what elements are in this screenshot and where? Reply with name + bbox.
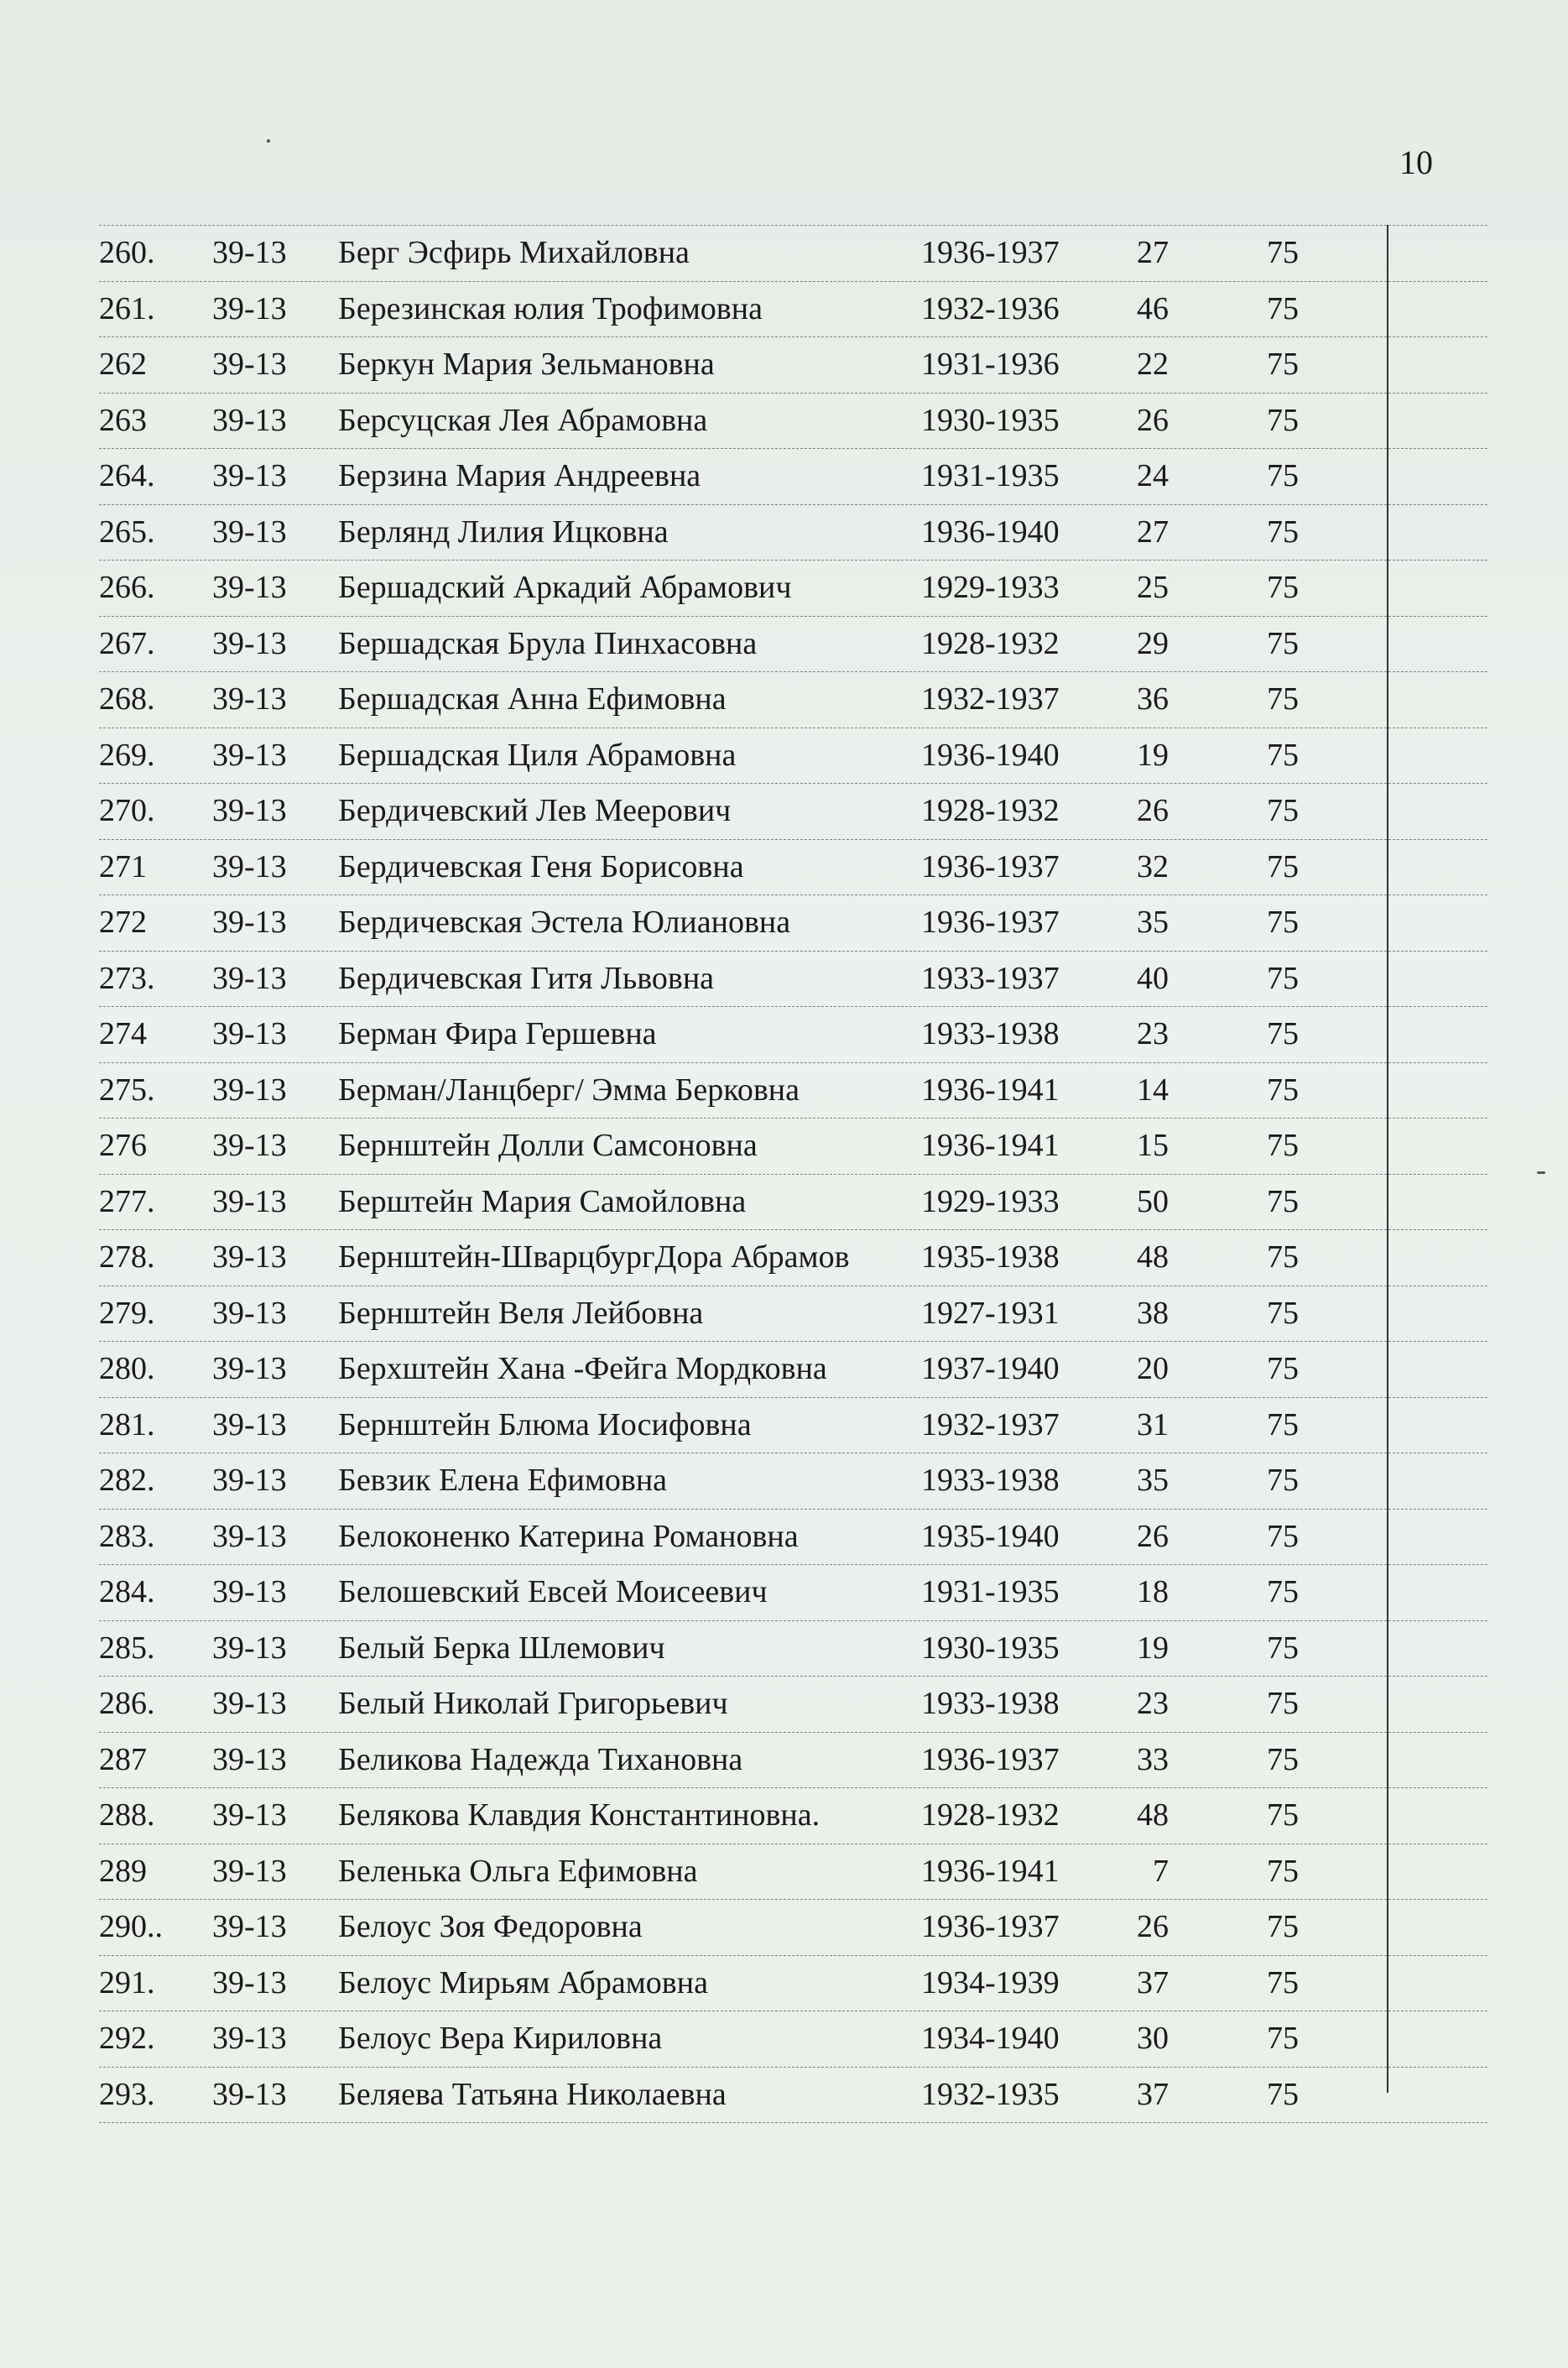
fund-code: 39-13 <box>212 514 287 550</box>
percent-value: 75 <box>1267 960 1299 996</box>
table-row <box>99 895 1487 952</box>
fund-code: 39-13 <box>212 1853 287 1889</box>
study-years: 1937-1940 <box>921 1351 1060 1386</box>
fund-code: 39-13 <box>212 1463 287 1498</box>
percent-value: 75 <box>1267 1128 1299 1163</box>
record-count: 26 <box>1137 1518 1169 1554</box>
person-name: Беркун Мария Зельмановна <box>338 347 715 382</box>
record-count: 19 <box>1137 737 1169 773</box>
row-number: 290.. <box>99 1909 163 1944</box>
row-number: 274 <box>99 1016 147 1051</box>
row-number: 264. <box>99 458 155 493</box>
record-count: 27 <box>1137 235 1169 270</box>
fund-code: 39-13 <box>212 458 287 493</box>
study-years: 1934-1940 <box>921 2021 1060 2056</box>
fund-code: 39-13 <box>212 1518 287 1554</box>
row-number: 261. <box>99 290 155 326</box>
record-count: 27 <box>1137 514 1169 550</box>
person-name: Бершадская Циля Абрамовна <box>338 737 737 773</box>
percent-value: 75 <box>1267 1630 1299 1666</box>
person-name: Берлянд Лилия Ицковна <box>338 514 669 550</box>
person-name: Бернштейн Долли Самсоновна <box>338 1128 758 1163</box>
fund-code: 39-13 <box>212 1239 287 1275</box>
study-years: 1931-1935 <box>921 458 1060 493</box>
record-count: 33 <box>1137 1741 1169 1777</box>
percent-value: 75 <box>1267 235 1299 270</box>
person-name: Беленька Ольга Ефимовна <box>338 1853 698 1889</box>
fund-code: 39-13 <box>212 347 287 382</box>
table-row <box>99 1119 1487 1175</box>
fund-code: 39-13 <box>212 1574 287 1609</box>
study-years: 1929-1933 <box>921 570 1060 605</box>
table-row <box>99 1286 1487 1343</box>
table-row <box>99 1063 1487 1119</box>
person-name: Бердичевский Лев Меерович <box>338 793 732 828</box>
person-name: Белякова Клавдия Константиновна. <box>338 1797 820 1833</box>
study-years: 1932-1937 <box>921 1406 1060 1442</box>
study-years: 1936-1941 <box>921 1853 1060 1889</box>
percent-value: 75 <box>1267 290 1299 326</box>
record-count: 14 <box>1137 1072 1169 1108</box>
percent-value: 75 <box>1267 514 1299 550</box>
study-years: 1936-1937 <box>921 905 1060 940</box>
percent-value: 75 <box>1267 681 1299 717</box>
table-row <box>99 2011 1487 2068</box>
person-name: Берсуцская Лея Абрамовна <box>338 402 708 438</box>
fund-code: 39-13 <box>212 681 287 717</box>
table-row <box>99 1677 1487 1733</box>
percent-value: 75 <box>1267 1239 1299 1275</box>
fund-code: 39-13 <box>212 1183 287 1219</box>
study-years: 1936-1941 <box>921 1072 1060 1108</box>
person-name: Беляева Татьяна Николаевна <box>338 2076 727 2112</box>
table-row <box>99 1621 1487 1677</box>
percent-value: 75 <box>1267 905 1299 940</box>
row-number: 284. <box>99 1574 155 1609</box>
record-count: 36 <box>1137 681 1169 717</box>
percent-value: 75 <box>1267 1741 1299 1777</box>
record-count: 37 <box>1137 1964 1169 2000</box>
table-row <box>99 1733 1487 1789</box>
record-count: 19 <box>1137 1630 1169 1666</box>
table-row <box>99 1230 1487 1286</box>
row-number: 262 <box>99 347 147 382</box>
record-count: 7 <box>1153 1853 1169 1889</box>
row-number: 273. <box>99 960 155 996</box>
fund-code: 39-13 <box>212 1797 287 1833</box>
study-years: 1933-1938 <box>921 1016 1060 1051</box>
percent-value: 75 <box>1267 737 1299 773</box>
person-name: Беликова Надежда Тихановна <box>338 1741 743 1777</box>
percent-value: 75 <box>1267 570 1299 605</box>
percent-value: 75 <box>1267 1518 1299 1554</box>
table-row <box>99 1342 1487 1398</box>
row-number: 280. <box>99 1351 155 1386</box>
record-count: 35 <box>1137 1463 1169 1498</box>
percent-value: 75 <box>1267 1964 1299 2000</box>
study-years: 1936-1937 <box>921 1909 1060 1944</box>
study-years: 1932-1935 <box>921 2076 1060 2112</box>
study-years: 1931-1936 <box>921 347 1060 382</box>
row-number: 291. <box>99 1964 155 2000</box>
row-number: 266. <box>99 570 155 605</box>
table-row <box>99 505 1487 561</box>
table-row <box>99 1510 1487 1566</box>
percent-value: 75 <box>1267 1072 1299 1108</box>
study-years: 1936-1941 <box>921 1128 1060 1163</box>
row-number: 283. <box>99 1518 155 1554</box>
person-name: Бердичевская Гитя Львовна <box>338 960 715 996</box>
person-name: Берзина Мария Андреевна <box>338 458 701 493</box>
record-count: 46 <box>1137 290 1169 326</box>
row-number: 275. <box>99 1072 155 1108</box>
table-row <box>99 1900 1487 1956</box>
record-count: 50 <box>1137 1183 1169 1219</box>
study-years: 1936-1937 <box>921 1741 1060 1777</box>
row-number: 278. <box>99 1239 155 1275</box>
table-row <box>99 561 1487 617</box>
percent-value: 75 <box>1267 793 1299 828</box>
percent-value: 75 <box>1267 1797 1299 1833</box>
record-count: 40 <box>1137 960 1169 996</box>
percent-value: 75 <box>1267 625 1299 661</box>
table-row <box>99 1007 1487 1063</box>
percent-value: 75 <box>1267 347 1299 382</box>
table-row <box>99 1844 1487 1901</box>
person-name: Бернштейн Блюма Иосифовна <box>338 1406 752 1442</box>
percent-value: 75 <box>1267 1909 1299 1944</box>
study-years: 1932-1937 <box>921 681 1060 717</box>
record-count: 32 <box>1137 848 1169 884</box>
record-count: 23 <box>1137 1686 1169 1721</box>
study-years: 1932-1936 <box>921 290 1060 326</box>
study-years: 1936-1940 <box>921 737 1060 773</box>
stray-dash-mark <box>1537 1171 1545 1174</box>
percent-value: 75 <box>1267 2076 1299 2112</box>
fund-code: 39-13 <box>212 1630 287 1666</box>
row-number: 267. <box>99 625 155 661</box>
record-count: 18 <box>1137 1574 1169 1609</box>
fund-code: 39-13 <box>212 1909 287 1944</box>
record-count: 35 <box>1137 905 1169 940</box>
fund-code: 39-13 <box>212 1351 287 1386</box>
table-row <box>99 952 1487 1008</box>
table-row <box>99 1398 1487 1454</box>
study-years: 1931-1935 <box>921 1574 1060 1609</box>
row-number: 293. <box>99 2076 155 2112</box>
person-name: Белоус Мирьям Абрамовна <box>338 1964 708 2000</box>
study-years: 1927-1931 <box>921 1295 1060 1331</box>
record-count: 22 <box>1137 347 1169 382</box>
fund-code: 39-13 <box>212 2076 287 2112</box>
record-count: 48 <box>1137 1239 1169 1275</box>
fund-code: 39-13 <box>212 960 287 996</box>
percent-value: 75 <box>1267 402 1299 438</box>
percent-value: 75 <box>1267 1463 1299 1498</box>
row-number: 270. <box>99 793 155 828</box>
percent-value: 75 <box>1267 1574 1299 1609</box>
fund-code: 39-13 <box>212 1964 287 2000</box>
record-count: 38 <box>1137 1295 1169 1331</box>
row-number: 287 <box>99 1741 147 1777</box>
person-name: Бершадская Анна Ефимовна <box>338 681 727 717</box>
row-number: 279. <box>99 1295 155 1331</box>
fund-code: 39-13 <box>212 625 287 661</box>
study-years: 1936-1937 <box>921 848 1060 884</box>
study-years: 1928-1932 <box>921 625 1060 661</box>
person-name: Белый Берка Шлемович <box>338 1630 665 1666</box>
person-name: Берштейн Мария Самойловна <box>338 1183 747 1219</box>
record-count: 29 <box>1137 625 1169 661</box>
record-count: 37 <box>1137 2076 1169 2112</box>
table-row <box>99 617 1487 673</box>
record-count: 30 <box>1137 2021 1169 2056</box>
table-row <box>99 225 1487 282</box>
fund-code: 39-13 <box>212 2021 287 2056</box>
person-name: Бердичевская Геня Борисовна <box>338 848 744 884</box>
fund-code: 39-13 <box>212 570 287 605</box>
row-number: 292. <box>99 2021 155 2056</box>
record-count: 25 <box>1137 570 1169 605</box>
row-number: 272 <box>99 905 147 940</box>
percent-value: 75 <box>1267 1183 1299 1219</box>
study-years: 1928-1932 <box>921 793 1060 828</box>
fund-code: 39-13 <box>212 402 287 438</box>
fund-code: 39-13 <box>212 1128 287 1163</box>
register-table <box>99 225 1487 2123</box>
percent-value: 75 <box>1267 1406 1299 1442</box>
percent-value: 75 <box>1267 1853 1299 1889</box>
table-row <box>99 1453 1487 1510</box>
percent-value: 75 <box>1267 848 1299 884</box>
person-name: Белоус Вера Кириловна <box>338 2021 663 2056</box>
person-name: Берг Эсфирь Михайловна <box>338 235 690 270</box>
study-years: 1936-1940 <box>921 514 1060 550</box>
percent-value: 75 <box>1267 2021 1299 2056</box>
person-name: Берман Фира Гершевна <box>338 1016 657 1051</box>
record-count: 26 <box>1137 1909 1169 1944</box>
row-number: 260. <box>99 235 155 270</box>
row-number: 263 <box>99 402 147 438</box>
study-years: 1936-1937 <box>921 235 1060 270</box>
person-name: Белый Николай Григорьевич <box>338 1686 728 1721</box>
fund-code: 39-13 <box>212 793 287 828</box>
fund-code: 39-13 <box>212 1741 287 1777</box>
study-years: 1935-1938 <box>921 1239 1060 1275</box>
person-name: Берман/Ланцберг/ Эмма Берковна <box>338 1072 800 1108</box>
study-years: 1934-1939 <box>921 1964 1060 2000</box>
row-number: 276 <box>99 1128 147 1163</box>
record-count: 31 <box>1137 1406 1169 1442</box>
table-row <box>99 2068 1487 2124</box>
person-name: Бернштейн-ШварцбургДора Абрамов <box>338 1239 850 1275</box>
table-row <box>99 784 1487 840</box>
table-row <box>99 394 1487 450</box>
person-name: Бевзик Елена Ефимовна <box>338 1463 668 1498</box>
person-name: Белоус Зоя Федоровна <box>338 1909 643 1944</box>
row-number: 288. <box>99 1797 155 1833</box>
person-name: Белошевский Евсей Моисеевич <box>338 1574 768 1609</box>
stray-dot-mark <box>267 139 270 143</box>
fund-code: 39-13 <box>212 1406 287 1442</box>
record-count: 23 <box>1137 1016 1169 1051</box>
fund-code: 39-13 <box>212 1686 287 1721</box>
row-number: 289 <box>99 1853 147 1889</box>
person-name: Белоконенко Катерина Романовна <box>338 1518 799 1554</box>
row-number: 271 <box>99 848 147 884</box>
fund-code: 39-13 <box>212 1016 287 1051</box>
table-row <box>99 1175 1487 1231</box>
row-number: 269. <box>99 737 155 773</box>
study-years: 1933-1938 <box>921 1686 1060 1721</box>
record-count: 48 <box>1137 1797 1169 1833</box>
study-years: 1929-1933 <box>921 1183 1060 1219</box>
table-row <box>99 1788 1487 1844</box>
record-count: 24 <box>1137 458 1169 493</box>
fund-code: 39-13 <box>212 235 287 270</box>
table-row <box>99 282 1487 338</box>
record-count: 26 <box>1137 402 1169 438</box>
row-number: 277. <box>99 1183 155 1219</box>
row-number: 282. <box>99 1463 155 1498</box>
table-row <box>99 1565 1487 1621</box>
record-count: 20 <box>1137 1351 1169 1386</box>
row-number: 265. <box>99 514 155 550</box>
page-number: 10 <box>1399 143 1433 181</box>
table-row <box>99 840 1487 896</box>
fund-code: 39-13 <box>212 848 287 884</box>
table-row <box>99 337 1487 394</box>
row-number: 286. <box>99 1686 155 1721</box>
person-name: Бершадская Брула Пинхасовна <box>338 625 758 661</box>
person-name: Берхштейн Хана -Фейга Мордковна <box>338 1351 827 1386</box>
table-row <box>99 1956 1487 2012</box>
study-years: 1928-1932 <box>921 1797 1060 1833</box>
person-name: Бердичевская Эстела Юлиановна <box>338 905 791 940</box>
percent-value: 75 <box>1267 1686 1299 1721</box>
study-years: 1930-1935 <box>921 402 1060 438</box>
percent-value: 75 <box>1267 1016 1299 1051</box>
row-number: 281. <box>99 1406 155 1442</box>
person-name: Березинская юлия Трофимовна <box>338 290 763 326</box>
study-years: 1930-1935 <box>921 1630 1060 1666</box>
record-count: 26 <box>1137 793 1169 828</box>
percent-value: 75 <box>1267 1295 1299 1331</box>
row-number: 285. <box>99 1630 155 1666</box>
fund-code: 39-13 <box>212 905 287 940</box>
fund-code: 39-13 <box>212 290 287 326</box>
row-number: 268. <box>99 681 155 717</box>
table-row <box>99 672 1487 728</box>
percent-value: 75 <box>1267 1351 1299 1386</box>
table-row <box>99 728 1487 785</box>
study-years: 1933-1938 <box>921 1463 1060 1498</box>
table-row <box>99 449 1487 505</box>
fund-code: 39-13 <box>212 1295 287 1331</box>
register-rows <box>99 225 1487 2123</box>
person-name: Бершадский Аркадий Абрамович <box>338 570 792 605</box>
study-years: 1935-1940 <box>921 1518 1060 1554</box>
study-years: 1933-1937 <box>921 960 1060 996</box>
fund-code: 39-13 <box>212 1072 287 1108</box>
person-name: Бернштейн Веля Лейбовна <box>338 1295 704 1331</box>
fund-code: 39-13 <box>212 737 287 773</box>
percent-value: 75 <box>1267 458 1299 493</box>
record-count: 15 <box>1137 1128 1169 1163</box>
